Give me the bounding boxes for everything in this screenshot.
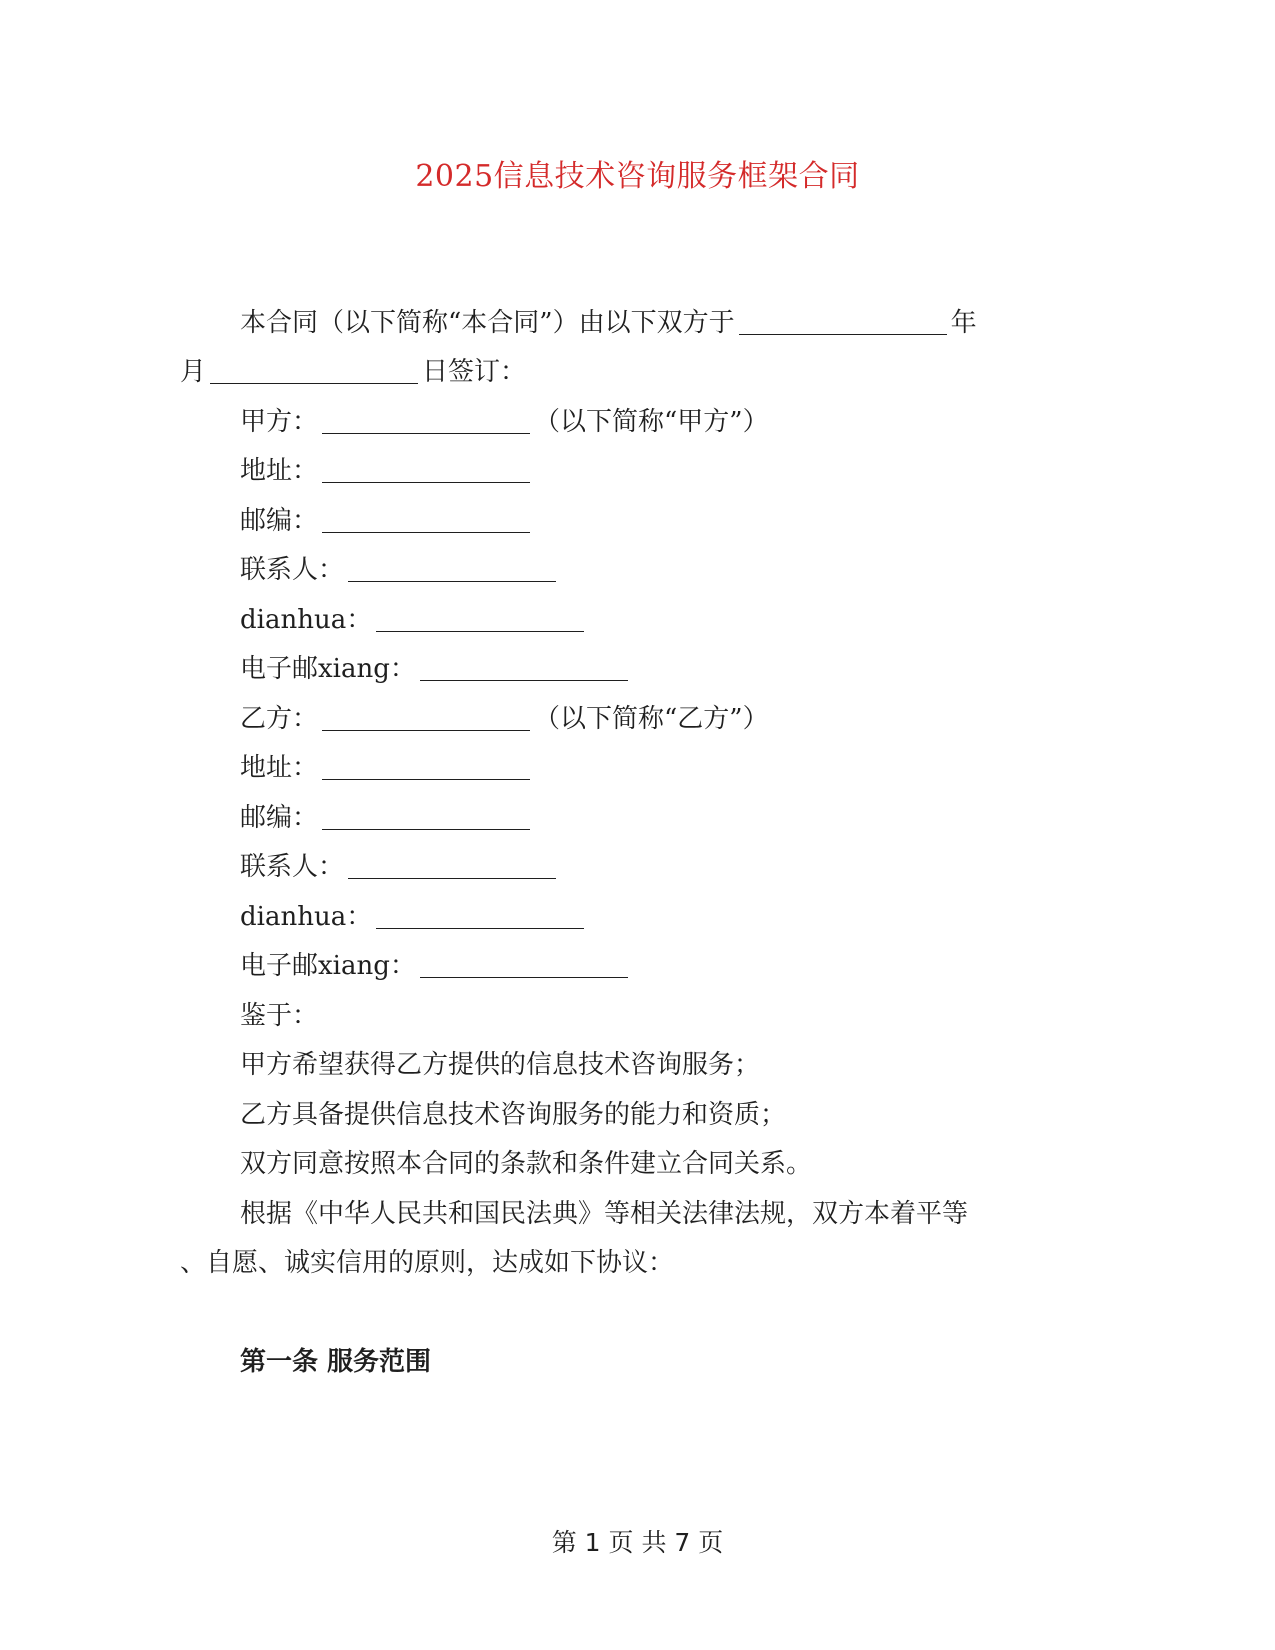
party-b-postcode-label: 邮编：	[240, 803, 319, 833]
party-a-suffix: （以下简称“甲方”）	[534, 407, 769, 437]
party-b-postcode-blank[interactable]	[322, 805, 530, 830]
party-b-address-row	[240, 750, 534, 786]
party-b-phone-label: dianhua：	[240, 902, 373, 932]
party-a-phone-row	[240, 602, 588, 638]
party-b-phone-blank[interactable]	[376, 904, 584, 929]
party-a-contact-blank[interactable]	[348, 557, 556, 582]
year-blank[interactable]	[739, 310, 947, 335]
party-a-name-row	[240, 404, 769, 440]
party-b-email-label: 电子邮xiang：	[240, 951, 416, 981]
recital-item-2: 乙方具备提供信息技术咨询服务的能力和资质；	[240, 1100, 787, 1130]
party-a-email-blank[interactable]	[420, 656, 628, 681]
party-b-phone-row	[240, 899, 588, 935]
basis-line-1: 根据《中华人民共和国民法典》等相关法律法规，双方本着平等	[240, 1199, 969, 1229]
party-a-phone-label: dianhua：	[240, 605, 373, 635]
day-blank[interactable]	[210, 359, 418, 384]
recitals-lead: 鉴于：	[240, 1001, 319, 1031]
party-a-name-blank[interactable]	[322, 409, 530, 434]
party-b-label: 乙方：	[240, 704, 319, 734]
party-b-email-blank[interactable]	[420, 953, 628, 978]
party-a-contact-row	[240, 552, 560, 588]
recital-item-1: 甲方希望获得乙方提供的信息技术咨询服务；	[240, 1050, 761, 1080]
party-b-postcode-row	[240, 800, 534, 836]
year-label: 年	[950, 308, 977, 338]
party-a-email-row	[240, 651, 632, 687]
party-b-contact-blank[interactable]	[348, 854, 556, 879]
intro-line-2	[180, 354, 526, 390]
intro-line-1	[240, 305, 977, 341]
party-a-email-label: 电子邮xiang：	[240, 654, 416, 684]
party-a-postcode-row	[240, 503, 534, 539]
party-b-email-row	[240, 948, 632, 984]
recital-item-3: 双方同意按照本合同的条款和条件建立合同关系。	[240, 1149, 813, 1179]
article-1-heading: 第一条 服务范围	[240, 1347, 432, 1377]
party-a-phone-blank[interactable]	[376, 607, 584, 632]
day-label: 日签订：	[422, 357, 527, 387]
party-a-address-label: 地址：	[240, 456, 319, 486]
party-a-postcode-label: 邮编：	[240, 506, 319, 536]
party-a-address-row	[240, 453, 534, 489]
party-a-label: 甲方：	[240, 407, 319, 437]
document-title: 2025信息技术咨询服务框架合同	[415, 159, 860, 194]
party-a-postcode-blank[interactable]	[322, 508, 530, 533]
month-label: 月	[180, 357, 207, 387]
party-a-contact-label: 联系人：	[240, 555, 345, 585]
party-b-name-blank[interactable]	[322, 706, 530, 731]
party-b-suffix: （以下简称“乙方”）	[534, 704, 769, 734]
intro-text: 本合同（以下简称“本合同”）由以下双方于	[240, 308, 735, 338]
party-b-name-row	[240, 701, 769, 737]
party-b-contact-row	[240, 849, 560, 885]
party-b-contact-label: 联系人：	[240, 852, 345, 882]
page-number: 第 1 页 共 7 页	[551, 1528, 724, 1557]
party-b-address-blank[interactable]	[322, 755, 530, 780]
basis-line-2: 、自愿、诚实信用的原则，达成如下协议：	[180, 1248, 675, 1278]
party-a-address-blank[interactable]	[322, 458, 530, 483]
party-b-address-label: 地址：	[240, 753, 319, 783]
